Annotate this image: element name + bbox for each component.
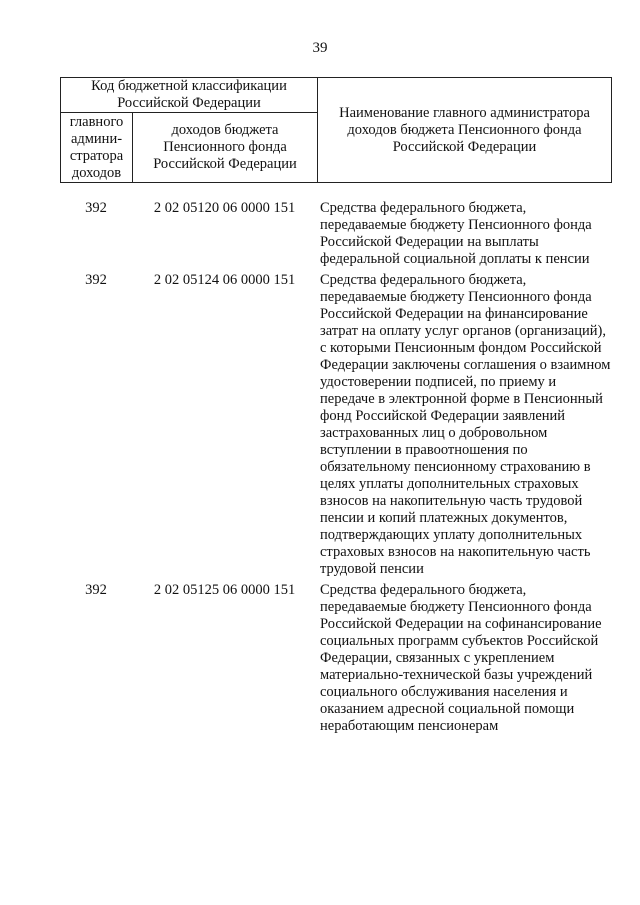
admin-code-cell: 392 [85,200,107,216]
table-row [60,200,612,268]
income-name-cell: Средства федерального бюджета, передаваемые бюджету Пенсионного фонда Российской Федерации на финансирование затрат на оплату услуг органов (организаций), с которыми Пенсионным фондом Российской Федерации заключены соглашения о взаимном удостоверении подписей, по приему и передаче в электронной форме в Пенсионный фонд Российской Федерации заявлений застрахованных лиц о добровольном вступлении в правоотношения по обязательному пенсионному страхованию в целях уплаты дополнительных страховых взносов на накопительную часть трудовой пенсии и копий платежных документов, подтверждающих уплату дополнительных страховых взносов на накопительную часть трудовой пенсии [320,272,611,577]
table-body [60,200,612,739]
fund-income-column-header: доходов бюджета Пенсионного фонда Российской Федерации [133,113,318,183]
admin-code-cell: 392 [85,582,107,598]
income-code-cell: 2 02 05120 06 0000 151 [153,200,296,216]
main-administrator-column-header: главного админи-стратора доходов [61,113,133,183]
income-code-cell: 2 02 05125 06 0000 151 [153,582,296,598]
income-name-cell: Средства федерального бюджета, передаваемые бюджету Пенсионного фонда Российской Федерации на выплаты федеральной социальной доплаты к пенсии [320,200,592,267]
income-code-cell: 2 02 05124 06 0000 151 [153,272,296,288]
table-row [60,582,612,735]
page-number: 39 [312,40,328,56]
administrator-name-header: Наименование главного администратора доходов бюджета Пенсионного фонда Российской Федерации [318,78,612,183]
income-name-cell: Средства федерального бюджета, передаваемые бюджету Пенсионного фонда Российской Федерации на софинансирование социальных программ субъектов Российской Федерации, связанных с укреплением материально-технической базы учреждений социального обслуживания населения и оказанием адресной социальной помощи неработающим пенсионерам [320,582,602,734]
admin-code-cell: 392 [85,272,107,288]
classification-table-header [60,77,612,183]
table-row [60,272,612,578]
budget-classification-code-header: Код бюджетной классификации Российской Федерации [61,78,318,113]
